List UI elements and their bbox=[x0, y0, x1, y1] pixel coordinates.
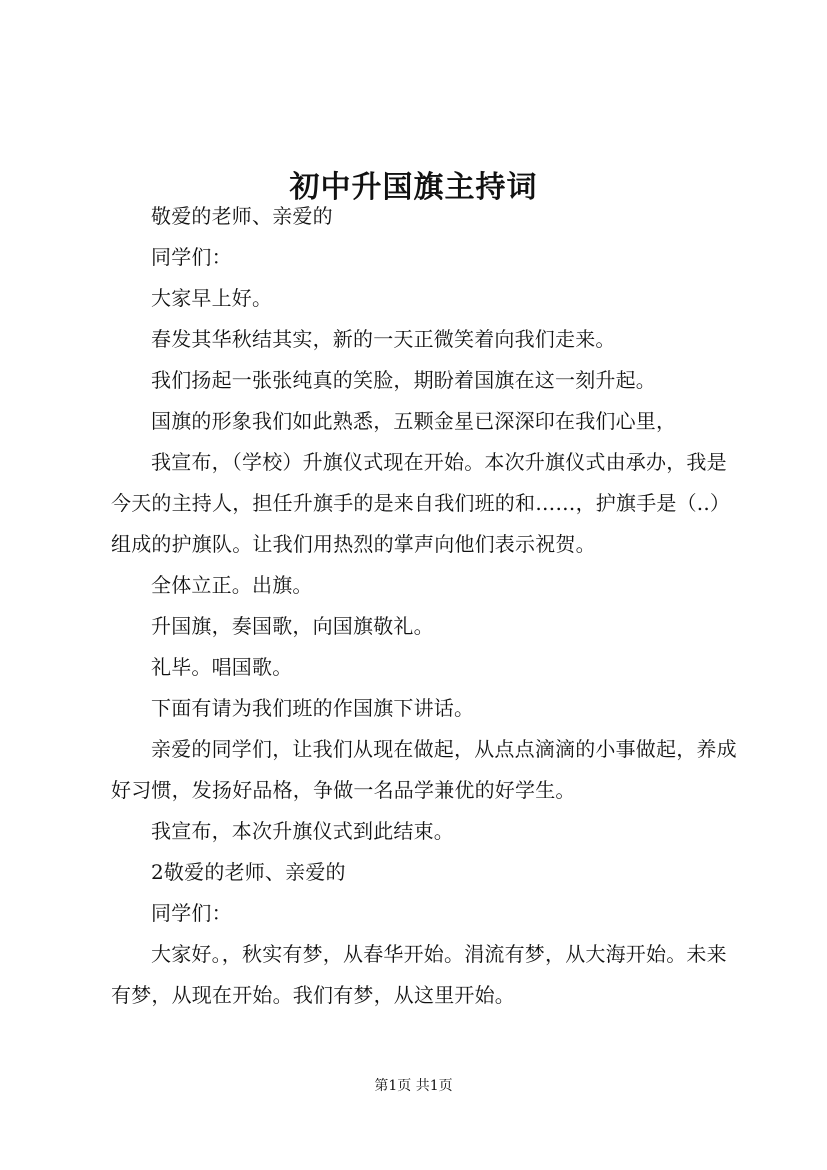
paragraph: 我宣布，（学校）升旗仪式现在开始。本次升旗仪式由承办，我是今天的主持人，担任升旗手的是来自我们班的和……，护旗手是（..）组成的护旗队。让我们用热烈的掌声向他们表示祝贺。 bbox=[111, 450, 731, 556]
paragraph: 全体立正。出旗。 bbox=[151, 573, 313, 597]
document-body bbox=[111, 196, 741, 1016]
page-footer: 第1页 共1页 bbox=[374, 1078, 453, 1094]
paragraph: 亲爱的同学们，让我们从现在做起，从点点滴滴的小事做起，养成好习惯，发扬好品格，争做一名品学兼优的好学生。 bbox=[111, 737, 737, 802]
paragraph: 升国旗，奏国歌，向国旗敬礼。 bbox=[151, 614, 434, 638]
document-title: 初中升国旗主持词 bbox=[289, 170, 538, 206]
paragraph: 我宣布，本次升旗仪式到此结束。 bbox=[151, 819, 454, 843]
paragraph: 同学们： bbox=[151, 245, 232, 269]
paragraph: 春发其华秋结其实，新的一天正微笑着向我们走来。 bbox=[151, 327, 616, 351]
paragraph: 敬爱的老师、亲爱的 bbox=[151, 204, 333, 228]
paragraph: 国旗的形象我们如此熟悉，五颗金星已深深印在我们心里， bbox=[151, 409, 677, 433]
paragraph: 大家早上好。 bbox=[151, 286, 273, 310]
paragraph: 礼毕。唱国歌。 bbox=[151, 655, 293, 679]
paragraph: 下面有请为我们班的作国旗下讲话。 bbox=[151, 696, 475, 720]
paragraph: 大家好。，秋实有梦，从春华开始。涓流有梦，从大海开始。未来有梦，从现在开始。我们有梦，从这里开始。 bbox=[111, 942, 727, 1007]
paragraph: 同学们： bbox=[151, 901, 232, 925]
paragraph: 我们扬起一张张纯真的笑脸，期盼着国旗在这一刻升起。 bbox=[151, 368, 656, 392]
paragraph: 2敬爱的老师、亲爱的 bbox=[151, 860, 346, 884]
